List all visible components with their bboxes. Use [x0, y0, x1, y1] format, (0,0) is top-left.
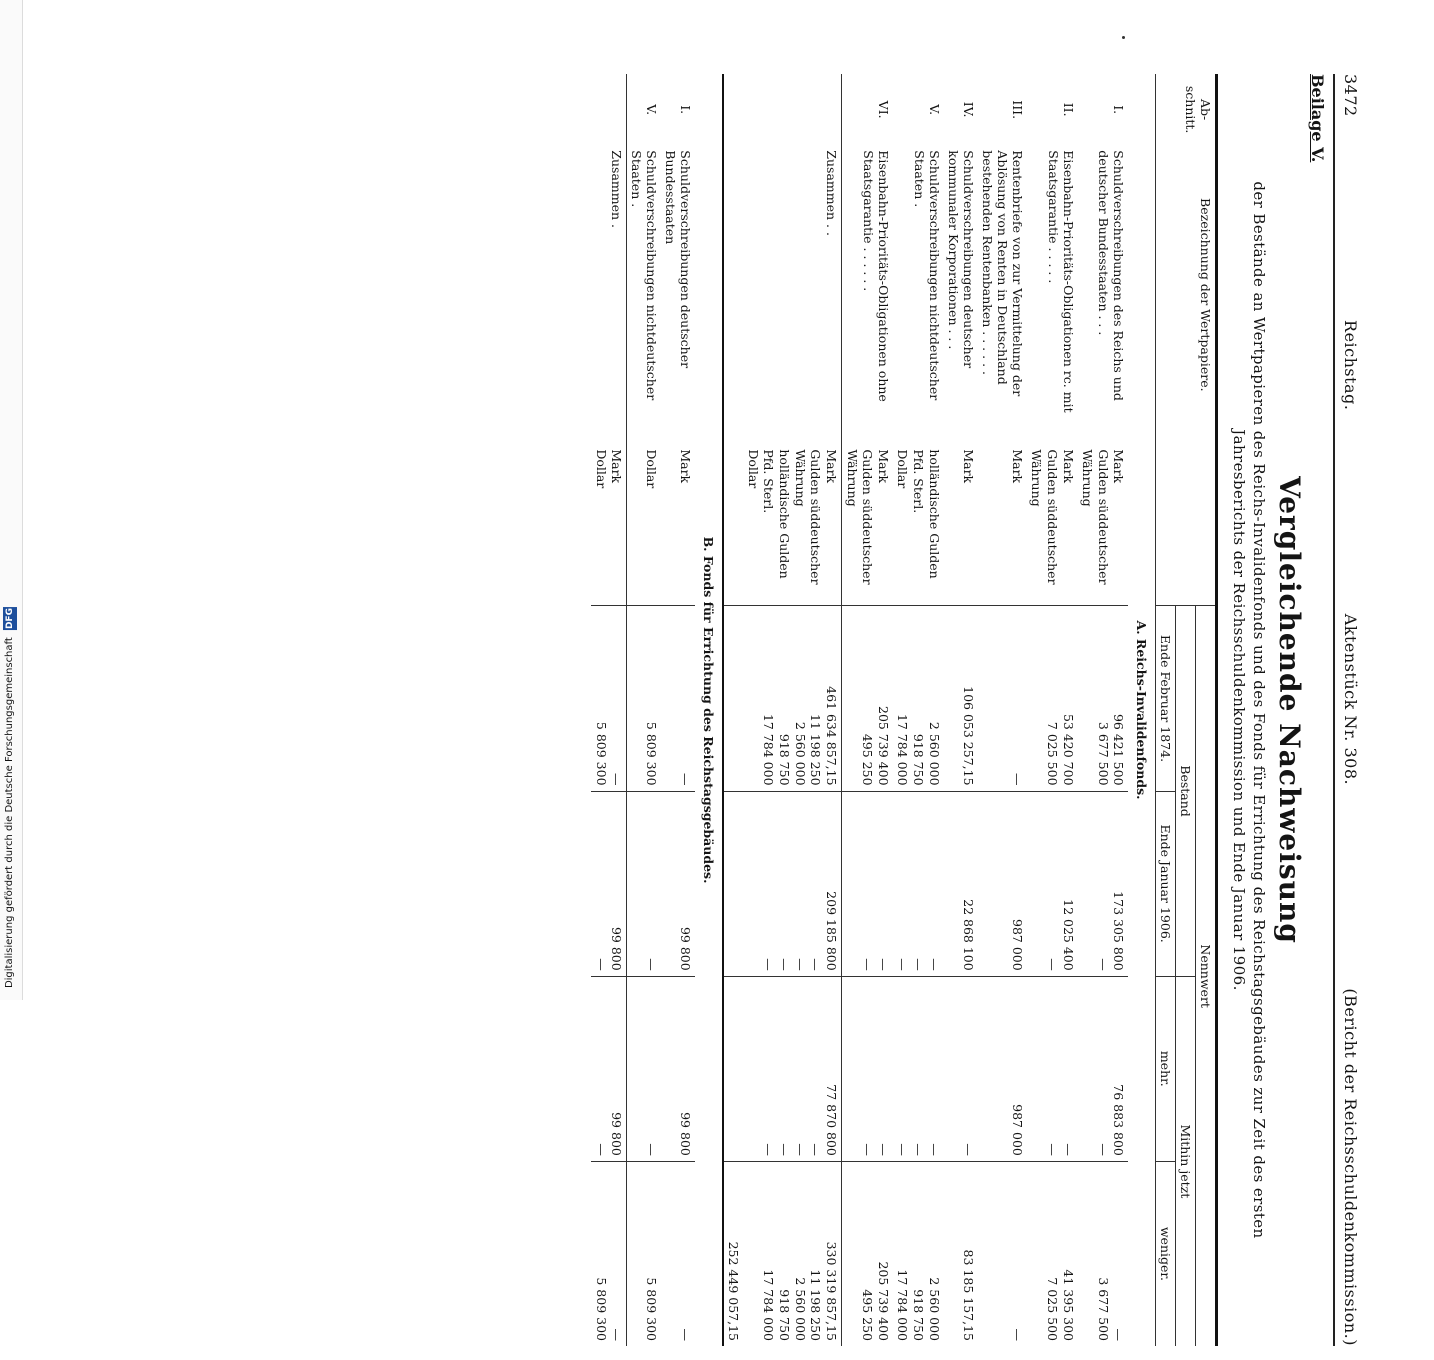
row-currency-value: Gulden süddeutscher Währung [1080, 449, 1111, 585]
row-abschnitt: V. [644, 104, 660, 116]
row-mehr-value: — [593, 1143, 609, 1156]
row-feb1874-value: 96 421 500 [1111, 713, 1127, 786]
row-currency-value: Gulden süddeutscher Währung [1029, 449, 1060, 585]
row-currency-value: Gulden süddeutscher Währung [792, 449, 824, 585]
table-row [743, 74, 841, 1346]
row-jan1906 [893, 791, 944, 976]
row-feb1874 [1078, 606, 1129, 791]
row-jan1906-value: — [792, 958, 808, 971]
row-currency-value: Dollar [745, 449, 761, 489]
row-abschnitt: V. [926, 104, 942, 116]
row-jan1906 [627, 791, 662, 976]
row-jan1906-value: — [926, 958, 942, 971]
row-mehr [944, 976, 978, 1161]
row-weniger [743, 1161, 841, 1346]
row-feb1874-value: 918 750 [777, 733, 793, 786]
header-bezeichnung: Bezeichnung der Wertpapiere. [1156, 145, 1217, 444]
row-mehr-value: — [860, 1143, 876, 1156]
table-row [1027, 74, 1078, 1346]
row-jan1906-value: 12 025 400 [1060, 899, 1076, 971]
page-title: Vergleichende Nachweisung [1273, 476, 1306, 944]
row-feb1874-value: 2 560 000 [792, 721, 808, 786]
row-currency [893, 444, 944, 606]
row-weniger-value: 11 198 250 [808, 1269, 824, 1341]
comparison-table [591, 74, 1219, 1346]
row-jan1906-value: 209 185 800 [824, 891, 839, 971]
row-mehr-value: — [1095, 1143, 1111, 1156]
row-feb1874-value: 17 784 000 [761, 713, 777, 786]
row-feb1874-value: — [678, 773, 694, 786]
note-spacer [723, 606, 743, 791]
row-weniger [978, 1161, 1027, 1346]
row-jan1906-value: — [593, 958, 609, 971]
row-bezeichnung: Schuldverschreibungen nichtdeutscher Staaten . [911, 150, 942, 401]
header-mehr: mehr. [1156, 976, 1176, 1161]
row-weniger-value: 918 750 [911, 1289, 927, 1341]
row-bezeichnung: Schuldverschreibungen des Reichs und deutscher Bundesstaaten . . . [1096, 150, 1127, 401]
row-feb1874-value: 11 198 250 [808, 713, 824, 786]
row-currency-value: Gulden süddeutscher Währung [844, 449, 876, 585]
row-feb1874 [944, 606, 978, 791]
row-mehr-value: 76 883 800 [1111, 1084, 1127, 1156]
row-mehr-value: — [875, 1143, 891, 1156]
row-mehr [627, 976, 662, 1161]
row-abschnitt [743, 74, 841, 145]
table-row [661, 74, 695, 1346]
row-feb1874-value: — [609, 773, 625, 786]
row-jan1906-value: — [1045, 958, 1060, 971]
row-feb1874-value: 495 250 [860, 733, 876, 786]
row-currency [743, 444, 841, 606]
row-weniger-value: 17 784 000 [895, 1269, 911, 1341]
row-jan1906-value: — [860, 958, 876, 971]
row-currency-value: Dollar [895, 449, 911, 489]
table-row [1078, 74, 1129, 1346]
row-bezeichnung: Zusammen . [591, 145, 627, 444]
running-head [1333, 74, 1360, 1346]
row-currency [661, 444, 695, 606]
row-feb1874-value: 3 677 500 [1095, 721, 1111, 786]
table-row [591, 74, 627, 1346]
row-weniger [591, 1161, 627, 1346]
row-currency-value: Mark [875, 449, 891, 484]
row-mehr-value: — [960, 1143, 976, 1156]
row-feb1874 [893, 606, 944, 791]
row-feb1874-value: 5 809 300 [593, 721, 609, 786]
row-weniger-value: 2 560 000 [792, 1277, 808, 1341]
credit-text: Digitalisierung gefördert durch die Deutsche Forschungsgemeinschaft [4, 637, 15, 988]
row-mehr-value: — [777, 1143, 793, 1156]
header-weniger: weniger. [1156, 1161, 1176, 1346]
row-bezeichnung: Zusammen . . [743, 145, 841, 444]
row-mehr-value: — [895, 1143, 911, 1156]
row-weniger-value: 3 677 500 [1095, 1277, 1111, 1341]
sum-a-note-row [723, 74, 743, 1346]
row-mehr [1027, 976, 1078, 1161]
row-jan1906 [842, 791, 893, 976]
note-spacer [723, 791, 743, 976]
report-note: (Bericht der Reichsschuldenkommission.) [1341, 988, 1360, 1346]
header-abschnitt: Ab-schnitt. [1156, 74, 1217, 145]
row-mehr [743, 976, 841, 1161]
row-feb1874-value: — [1009, 773, 1025, 786]
digitization-credit-bar [0, 0, 23, 1000]
row-jan1906-value: 99 800 [678, 926, 694, 971]
row-abschnitt: VI. [875, 100, 891, 119]
row-feb1874-value: 205 739 400 [875, 706, 891, 786]
row-weniger [661, 1161, 695, 1346]
row-jan1906-value: — [911, 958, 927, 971]
row-jan1906-value: — [777, 958, 793, 971]
row-jan1906 [978, 791, 1027, 976]
row-weniger-value: 7 025 500 [1045, 1277, 1060, 1341]
row-jan1906-value: — [808, 958, 824, 971]
row-mehr [661, 976, 695, 1161]
row-abschnitt: III. [1009, 100, 1025, 120]
row-jan1906-value: 99 800 [609, 926, 625, 971]
row-feb1874-value: 461 634 857,15 [824, 686, 839, 786]
row-feb1874-value: 5 809 300 [644, 721, 660, 786]
page-number: 3472 [1341, 74, 1360, 117]
row-feb1874-value: 53 420 700 [1060, 713, 1076, 786]
header-ende-februar: Ende Februar 1874. [1156, 606, 1176, 791]
row-currency-value: Pfd. Sterl. [911, 449, 927, 514]
dfg-logo: DFG [5, 607, 15, 629]
row-feb1874-value: 918 750 [911, 733, 927, 786]
row-jan1906-value: 22 868 100 [960, 899, 976, 971]
row-feb1874 [627, 606, 662, 791]
row-mehr-value: — [644, 1143, 660, 1156]
row-mehr-value: — [1045, 1143, 1060, 1156]
table-row [978, 74, 1027, 1346]
row-jan1906 [591, 791, 627, 976]
row-jan1906 [1027, 791, 1078, 976]
row-currency-value: Mark [1060, 449, 1076, 484]
header-mithin-jetzt: Mithin jetzt [1176, 976, 1196, 1346]
row-weniger-value: 205 739 400 [875, 1261, 891, 1341]
table-row [627, 74, 662, 1346]
row-bezeichnung: Schuldverschreibungen nichtdeutscher Staaten . [629, 150, 660, 401]
row-weniger-value: 17 784 000 [761, 1269, 777, 1341]
row-feb1874-value: 106 053 257,15 [960, 686, 976, 786]
row-abschnitt: II. [1060, 102, 1076, 117]
row-weniger [627, 1161, 662, 1346]
row-jan1906-value: — [1095, 958, 1111, 971]
row-bezeichnung: Rentenbriefe von zur Vermittelung der Ablösung von Renten in Deutschland bestehenden Rentenbanken . . . . . . [979, 150, 1025, 397]
row-mehr-value: — [1060, 1143, 1076, 1156]
note-spacer [723, 444, 743, 606]
row-weniger-value: 41 395 300 [1060, 1269, 1076, 1341]
header-currency [1156, 444, 1217, 606]
row-currency-value: Mark [960, 449, 976, 484]
row-currency-value: Dollar [593, 449, 609, 489]
row-bezeichnung: Eisenbahn-Prioritäts-Obligationen ohne Staatsgarantie . . . . . . [860, 150, 891, 402]
row-abschnitt: IV. [960, 101, 976, 118]
row-bezeichnung: Eisenbahn-Prioritäts-Obligationen rc. mit Staatsgarantie . . . . . [1045, 150, 1076, 413]
row-weniger [1078, 1161, 1129, 1346]
row-currency-value: Mark [609, 449, 625, 484]
row-jan1906-value: — [875, 958, 891, 971]
row-mehr-value: 77 870 800 [824, 1084, 839, 1156]
row-currency [1027, 444, 1078, 606]
page-content [480, 60, 1360, 1360]
row-feb1874-value: 2 560 000 [926, 721, 942, 786]
row-currency [978, 444, 1027, 606]
table-row [893, 74, 944, 1346]
row-weniger [893, 1161, 944, 1346]
table-body [591, 74, 1156, 1346]
section-a-heading: A. Reichs-Invalidenfonds. [1134, 620, 1150, 800]
row-weniger-value: — [1111, 1328, 1127, 1341]
row-abschnitt: I. [678, 105, 694, 115]
row-jan1906-value: — [761, 958, 777, 971]
table-row [944, 74, 978, 1346]
row-weniger-value: — [1009, 1328, 1025, 1341]
header-ende-januar: Ende Januar 1906. [1156, 791, 1176, 976]
publisher: Reichstag. [1341, 320, 1360, 411]
row-mehr [1078, 976, 1129, 1161]
header-nennwert: Nennwert [1196, 606, 1217, 1346]
row-mehr-value: — [911, 1143, 927, 1156]
row-jan1906 [1078, 791, 1129, 976]
row-currency [627, 444, 662, 606]
row-feb1874 [1027, 606, 1078, 791]
row-currency-value: Mark [1009, 449, 1025, 484]
row-mehr [893, 976, 944, 1161]
row-jan1906 [661, 791, 695, 976]
row-currency [944, 444, 978, 606]
row-weniger [944, 1161, 978, 1346]
row-jan1906 [743, 791, 841, 976]
row-bezeichnung: Schuldverschreibungen deutscher Bundesstaaten [663, 150, 694, 369]
note-spacer [723, 976, 743, 1161]
row-mehr [591, 976, 627, 1161]
row-mehr-value: — [808, 1143, 824, 1156]
note-spacer [723, 74, 743, 145]
row-currency-value: holländische Gulden [777, 449, 793, 579]
row-currency [591, 444, 627, 606]
row-feb1874 [743, 606, 841, 791]
row-feb1874-value: 17 784 000 [895, 713, 911, 786]
row-weniger-value: 5 809 300 [593, 1277, 609, 1341]
row-abschnitt: I. [1111, 105, 1127, 115]
rotated-page [480, 60, 1360, 1360]
row-mehr-value: — [926, 1143, 942, 1156]
row-feb1874-value: 7 025 500 [1045, 721, 1060, 786]
row-jan1906-value: — [644, 958, 660, 971]
row-currency-value: Pfd. Sterl. [761, 449, 777, 514]
row-mehr-value: 99 800 [609, 1112, 625, 1156]
page-subtitle: der Bestände an Wertpapieren des Reichs-Invalidenfonds und des Fonds für Errichtung des Reichstagsgebäudes zur Zeit des ersten Jahresberichts der Reichsschuldenkommission und Ende Januar 1906. [1229, 181, 1268, 1239]
row-currency-value: Dollar [644, 449, 660, 489]
section-b-heading: B. Fonds für Errichtung des Reichstagsgebäudes. [695, 74, 723, 1346]
row-abschnitt [591, 74, 627, 145]
section-a-row [1129, 74, 1157, 1346]
row-jan1906 [944, 791, 978, 976]
row-mehr [978, 976, 1027, 1161]
sum-a-difference: 252 449 057,15 [723, 1161, 743, 1346]
row-bezeichnung: Schuldverschreibungen deutscher kommunaler Korporationen . . . [945, 150, 976, 369]
row-currency-value: holländische Gulden [926, 449, 942, 579]
row-feb1874 [842, 606, 893, 791]
row-weniger [1027, 1161, 1078, 1346]
row-currency-value: Mark [1111, 449, 1127, 484]
row-currency-value: Mark [678, 449, 694, 484]
row-jan1906-value: 173 305 800 [1111, 891, 1127, 971]
row-feb1874 [591, 606, 627, 791]
row-weniger [842, 1161, 893, 1346]
row-jan1906-value: — [895, 958, 911, 971]
row-weniger-value: 495 250 [860, 1289, 876, 1341]
row-mehr-value: — [792, 1143, 808, 1156]
document-ref: Aktenstück Nr. 308. [1341, 613, 1360, 786]
row-weniger-value: 5 809 300 [644, 1277, 660, 1341]
row-feb1874 [978, 606, 1027, 791]
row-currency [842, 444, 893, 606]
row-feb1874 [661, 606, 695, 791]
row-weniger-value: 330 319 857,15 [824, 1241, 839, 1341]
row-mehr [842, 976, 893, 1161]
row-jan1906-value: 987 000 [1009, 919, 1025, 971]
row-weniger-value: 918 750 [777, 1289, 793, 1341]
beilage-label: Beilage V. [1308, 74, 1327, 163]
digitization-credit [3, 607, 17, 988]
row-weniger-value: 2 560 000 [926, 1277, 942, 1341]
header-bestand: Bestand [1176, 606, 1196, 976]
row-mehr-value: — [761, 1143, 777, 1156]
row-mehr-value: 987 000 [1009, 1104, 1025, 1156]
row-weniger-value: — [609, 1328, 625, 1341]
row-mehr-value: 99 800 [678, 1112, 694, 1156]
table-row [842, 74, 893, 1346]
row-weniger-value: 83 185 157,15 [960, 1249, 976, 1341]
note-spacer [723, 145, 743, 444]
row-currency [1078, 444, 1129, 606]
section-b-row [695, 74, 723, 1346]
row-currency-value: Mark [824, 449, 839, 484]
row-weniger-value: — [678, 1328, 694, 1341]
scan-speck [1122, 36, 1125, 39]
